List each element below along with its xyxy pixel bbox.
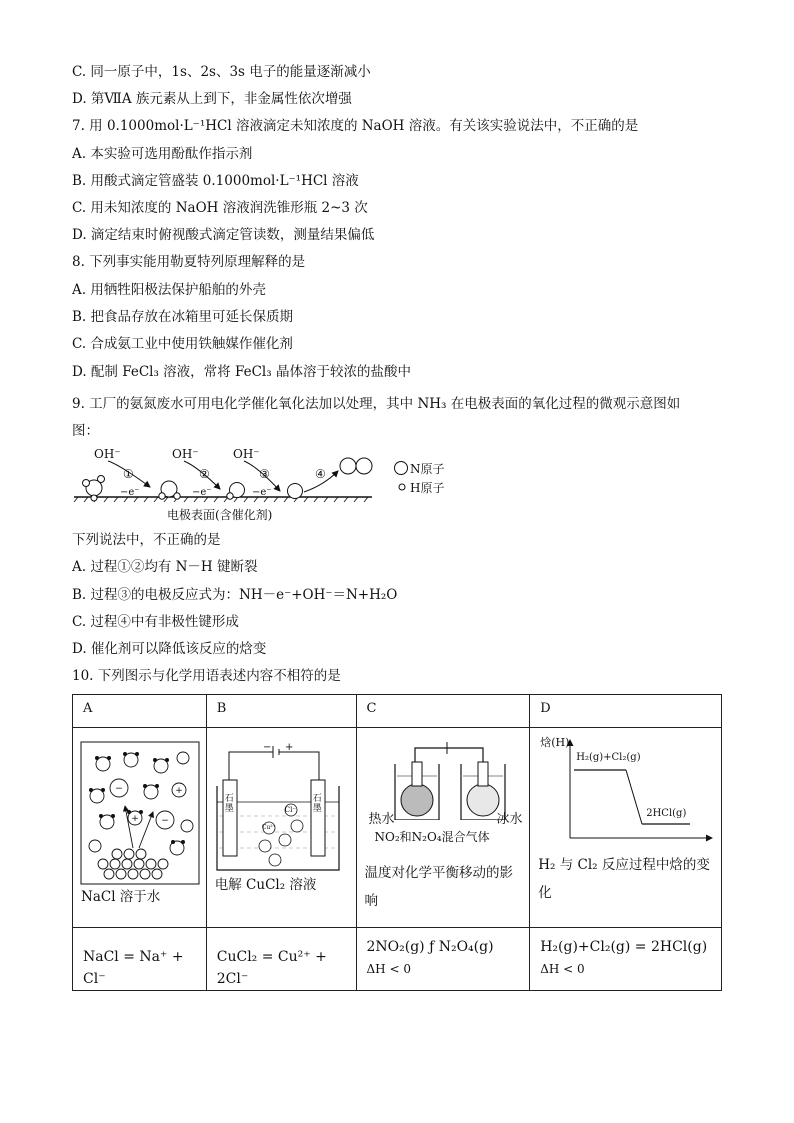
electron-label-3: −e⁻ [252, 487, 272, 498]
legend-n: N原子 [410, 462, 445, 476]
q9-option-c: C. 过程④中有非极性键形成 [72, 614, 239, 630]
header-d: D [530, 695, 722, 728]
svg-text:−: − [161, 816, 169, 826]
equation-b-text: CuCl₂ = Cu²⁺ + 2Cl⁻ [216, 949, 327, 987]
cell-d-figure [530, 728, 722, 928]
equation-d-text: H₂(g)+Cl₂(g) = 2HCl(g) [540, 939, 708, 955]
graphite-right-label: 石墨 [312, 794, 322, 814]
q9-option-a: A. 过程①②均有 N－H 键断裂 [72, 559, 258, 575]
svg-text:+: + [175, 786, 183, 796]
q8-option-c: C. 合成氨工业中使用铁触媒作催化剂 [72, 336, 293, 352]
equation-c-text: 2NO₂(g) ƒ N₂O₄(g) [366, 939, 494, 955]
option-d-prev: D. 第ⅦA 族元素从上到下，非金属性依次增强 [72, 91, 352, 107]
electron-label-1: −e⁻ [120, 487, 140, 498]
equation-a [73, 928, 207, 991]
caption-a: NaCl 溶于水 [81, 889, 161, 905]
equation-b [206, 928, 356, 991]
question-7: 7. 用 0.1000mol·L⁻¹HCl 溶液滴定未知浓度的 NaOH 溶液。有关该实验说法中，不正确的是 [72, 118, 639, 134]
equation-c-dh: ΔH < 0 [366, 962, 411, 976]
q10-options-table [72, 694, 722, 991]
equation-d-dh: ΔH < 0 [540, 962, 585, 976]
hot-water-label: 热水 [368, 812, 395, 827]
ice-water-label: 冰水 [496, 812, 523, 827]
caption-c-2: 响 [364, 893, 378, 909]
q8-option-b: B. 把食品存放在冰箱里可延长保质期 [72, 309, 294, 325]
question-10: 10. 下列图示与化学用语表述内容不相符的是 [72, 668, 341, 684]
step-1: ① [123, 467, 134, 481]
q7-option-c: C. 用未知浓度的 NaOH 溶液润洗锥形瓶 2~3 次 [72, 200, 368, 216]
step-2: ② [199, 467, 210, 481]
enthalpy-diagram [530, 734, 722, 844]
caption-b: 电解 CuCl₂ 溶液 [214, 877, 317, 893]
question-8: 8. 下列事实能用勒夏特列原理解释的是 [72, 254, 306, 270]
step-4: ④ [315, 467, 326, 481]
equation-a-text: NaCl = Na⁺ + Cl⁻ [83, 949, 184, 987]
q9-option-b: B. 过程③的电极反应式为：NH－e⁻+OH⁻＝N+H₂O [72, 587, 398, 603]
q9-option-d: D. 催化剂可以降低该反应的焓变 [72, 641, 267, 657]
svg-text:−: − [262, 742, 272, 753]
caption-c-1: 温度对化学平衡移动的影 [364, 865, 513, 881]
q8-option-a: A. 用牺牲阳极法保护船舶的外壳 [72, 282, 266, 298]
caption-d-1: H₂ 与 Cl₂ 反应过程中焓的变 [538, 857, 710, 873]
q8-option-d: D. 配制 FeCl₃ 溶液，常将 FeCl₃ 晶体溶于较浓的盐酸中 [72, 364, 411, 380]
legend-h: H原子 [410, 481, 445, 495]
svg-text:−: − [115, 784, 123, 794]
reactants-label: H₂(g)+Cl₂(g) [576, 752, 641, 763]
electrode-process-figure [72, 445, 462, 527]
q7-option-a: A. 本实验可选用酚酞作指示剂 [72, 146, 253, 162]
gas-mixture-label: NO₂和N₂O₄混合气体 [374, 830, 490, 844]
step-3: ③ [259, 467, 270, 481]
cell-c-figure [356, 728, 530, 928]
caption-d-2: 化 [538, 885, 552, 901]
product-label: 2HCl(g) [646, 808, 687, 819]
q9-stem: 下列说法中，不正确的是 [72, 532, 221, 548]
nacl-dissolve-figure [73, 736, 207, 896]
header-b: B [206, 695, 356, 728]
option-c-prev: C. 同一原子中，1s、2s、3s 电子的能量逐渐减小 [72, 64, 371, 80]
svg-text:+: + [284, 742, 294, 753]
oh-label-2: OH⁻ [172, 447, 199, 461]
svg-text:+: + [131, 814, 139, 824]
cell-a-figure [73, 728, 207, 928]
electrode-caption: 电极表面(含催化剂) [167, 508, 273, 522]
copper-ion-label: Cu²⁺ [261, 824, 276, 831]
header-c: C [356, 695, 530, 728]
oh-label-3: OH⁻ [233, 447, 260, 461]
equation-d [530, 928, 722, 991]
oh-label-1: OH⁻ [94, 447, 121, 461]
cell-b-figure [206, 728, 356, 928]
question-9: 9. 工厂的氨氮废水可用电化学催化氧化法加以处理，其中 NH₃ 在电极表面的氧化过程的微观示意图如 [72, 396, 681, 412]
header-a: A [73, 695, 207, 728]
question-9-cont: 图： [72, 423, 99, 439]
graphite-left-label: 石墨 [224, 794, 234, 814]
q7-option-b: B. 用酸式滴定管盛装 0.1000mol·L⁻¹HCl 溶液 [72, 173, 359, 189]
chloride-ion-label: Cl⁻ [284, 806, 297, 814]
q7-option-d: D. 滴定结束时俯视酸式滴定管读数，测量结果偏低 [72, 227, 375, 243]
equation-c [356, 928, 530, 991]
electron-label-2: −e⁻ [192, 487, 212, 498]
enthalpy-axis-label: 焓(H) [540, 736, 570, 749]
